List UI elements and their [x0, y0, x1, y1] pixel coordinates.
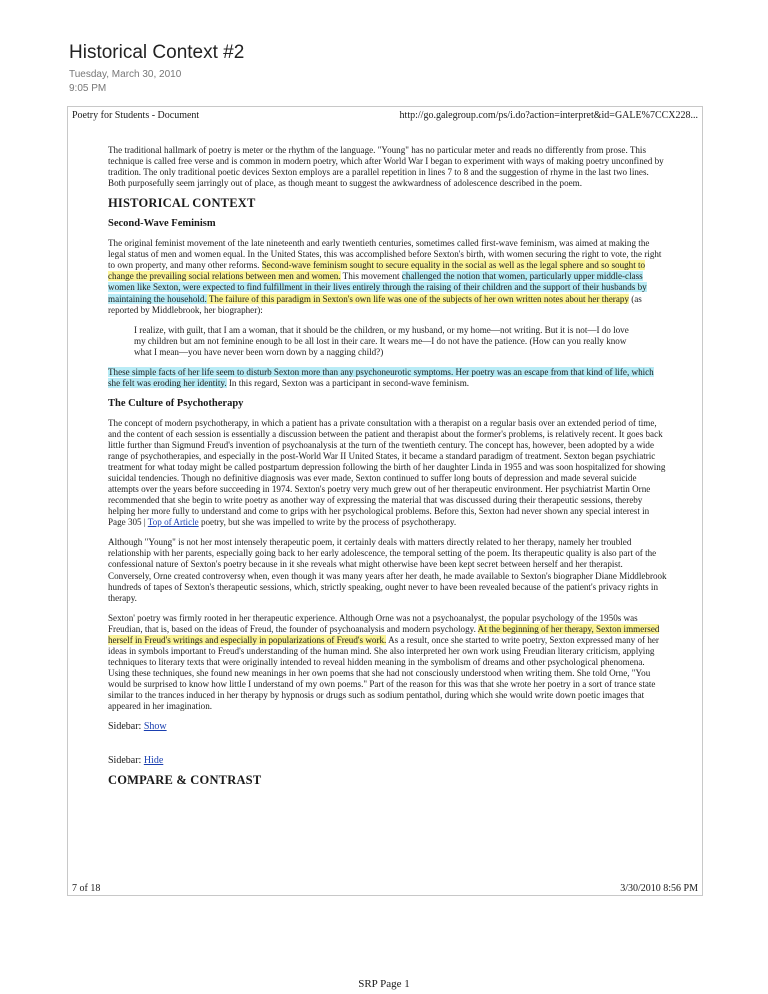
spacer: [108, 741, 668, 755]
psychotherapy-paragraph-3: [108, 613, 668, 712]
document-header-title: Poetry for Students - Document: [72, 110, 200, 121]
note-time: 9:05 PM: [69, 83, 107, 94]
document-header-url: http://go.galegroup.com/ps/i.do?action=interpret&id=GALE%7CCX228...: [399, 110, 698, 121]
highlight-cyan: challenged the notion that women, particularly upper middle-class women like Sexton, were expected to find fulfillment in their lives entirely through the raising of their children and the support of their husbands by maintaining the household.: [108, 271, 647, 304]
block-quote: I realize, with guilt, that I am a woman, that it should be the children, or my husband, or my home—not writing. But it is not—I do love my children but am not feminine enough to be all lost in their care. It wears me—I do not have the patience. (How can you really know what I mean—you have never been worn down by a nagging child?): [134, 324, 629, 357]
document-footer-timestamp: 3/30/2010 8:56 PM: [620, 883, 698, 894]
text-segment: The original feminist movement of the late nineteenth and early twentieth centuries, sometimes called first-wave feminism, was aimed at making the legal status of men and women equal. In the United States, this was accomplished before Sexton's birth, with women securing the right to vote, the right to own property, and many other reforms.: [108, 238, 662, 271]
text-segment: (as reported by Middlebrook, her biographer):: [108, 293, 642, 315]
feminism-paragraph-1: [108, 238, 668, 315]
text-segment: Sexton' poetry was firmly rooted in her therapeutic experience. Although Orne was not a psychoanalyst, the popular psychology of the 1950s was Freudian, that is, based on the ideas of Freud, the founder of psychoanalysis and modern psychology.: [108, 612, 638, 634]
sidebar-show-link[interactable]: Show: [143, 721, 167, 733]
text-segment: poetry, but she was impelled to write by the process of psychotherapy.: [198, 517, 457, 528]
psychotherapy-paragraph-2: Although "Young" is not her most intensely therapeutic poem, it certainly deals with matters directly related to her therapy, namely her troubled relationship with her parents, especially going back to her early adolescence, the temporal setting of the poem. Its therapeutic quality is also part of the confessional nature of Sexton's poetry because in it she reveals what might otherwise have been kept secret between herself and her therapist. Conversely, Orne created controversy when, even though it was many years after her death, he made available to Sexton's biographer Diane Middlebrook hundreds of tapes of Sexton's therapeutic sessions, which, strictly speaking, ought never to have been revealed because of the patient's privacy rights in therapy.: [108, 537, 667, 603]
heading-culture-of-psychotherapy: The Culture of Psychotherapy: [108, 397, 244, 409]
highlight-yellow: The failure of this paradigm in Sexton's own life was one of the subjects of her own written notes about her therapy: [206, 293, 629, 304]
sidebar-label: Sidebar:: [108, 755, 144, 767]
page-footer-label: SRP Page 1: [358, 978, 410, 990]
sidebar-hide-row: [108, 755, 668, 766]
text-segment: In this regard, Sexton was a participant in second-wave feminism.: [226, 377, 470, 388]
document-footer-page-count: 7 of 18: [72, 883, 101, 894]
sidebar-label: Sidebar:: [108, 721, 144, 733]
intro-paragraph: The traditional hallmark of poetry is meter or the rhythm of the language. "Young" has no particular meter and reads no differently from prose. This technique is called free verse and is common in modern poetry, which after World War I began to experiment with ways of making poetry unconfined by tradition. The only traditional poetic devices Sexton employs are a parallel repetition in lines 7 to 8 and the suggestion of rhyme in the last two lines. Both purposefully seem jarringly out of place, as though meant to suggest the awkwardness of adolescence described in the poem.: [108, 145, 664, 189]
embedded-document-page: [67, 106, 703, 896]
highlight-cyan: These simple facts of her life seem to disturb Sexton more than any psychoneurotic symptoms. Her poetry was an escape from that kind of life, which she felt was eroding her identity.: [108, 366, 654, 388]
heading-second-wave-feminism: Second-Wave Feminism: [108, 218, 216, 230]
highlight-yellow: Second-wave feminism sought to secure equality in the social as well as the legal sphere and so sought to change the prevailing social relations between men and women.: [108, 260, 646, 282]
note-date: Tuesday, March 30, 2010: [69, 69, 182, 80]
document-content: [108, 145, 668, 795]
top-of-article-link[interactable]: Top of Article: [147, 517, 199, 528]
sidebar-show-row: [108, 721, 668, 732]
highlight-yellow: At the beginning of her therapy, Sexton immersed herself in Freud's writings and especially in popularizations of Freud's work.: [108, 623, 660, 645]
note-timestamp: [69, 68, 181, 96]
heading-compare-contrast: COMPARE & CONTRAST: [108, 773, 262, 788]
heading-historical-context: HISTORICAL CONTEXT: [108, 196, 256, 211]
feminism-paragraph-2: [108, 367, 668, 389]
note-title: Historical Context #2: [69, 42, 245, 63]
text-segment: This movement: [340, 271, 402, 282]
text-segment: The concept of modern psychotherapy, in which a patient has a private consultation with a therapist on a regular basis over an extended period of time, and the content of each session is essentially a discussion between the patient and therapist about the former's problems, is relatively recent. It goes back little further than Sigmund Freud's invention of psychoanalysis at the turn of the twentieth century. The concept has, however, been adopted by a wide range of psychotherapies, and especially in the post-World War II United States, it became a standard paradigm of treatment. Sexton began psychiatric treatment for what today might be called postpartum depression following the birth of her daughter Linda in 1955 and was soon hospitalized for showing suicidal tendencies. Though no definitive diagnosis was ever made, Sexton continued to suffer long bouts of depression and made several suicide attempts over the years before succeeding in 1974. Sexton's poetry very much grew out of her therapeutic environment. Her psychiatrist Martin Orne recommended that she begin to write poetry as another way of expressing the material that was discussed during their therapeutic sessions, thereby helping her more fully to understand and come to grips with her psychological problems. Before this, Sexton had never shown any special interest in Page 305 |: [108, 417, 666, 528]
text-segment: As a result, once she started to write poetry, Sexton expressed many of her ideas in symbols important to Freud's understanding of the human mind. She also interpreted her own work using Freudian literary criticism, applying techniques to literary texts that were originally intended to reveal hidden meaning in the symbolism of dreams and other psychological phenomena. Using these techniques, she found new meanings in her own poems that she had not consciously understood when writing them. She told Orne, "You would be surprised to know how little I understand of my own poems." Part of the reason for this was that she wrote her poetry in a sort of trance state similar to the trances induced in her therapy by hypnosis or drugs such as sodium pentathol, during which she would write down poetic images that appeared in her imagination.: [108, 634, 659, 712]
psychotherapy-paragraph-1: [108, 418, 668, 528]
sidebar-hide-link[interactable]: Hide: [143, 755, 164, 767]
